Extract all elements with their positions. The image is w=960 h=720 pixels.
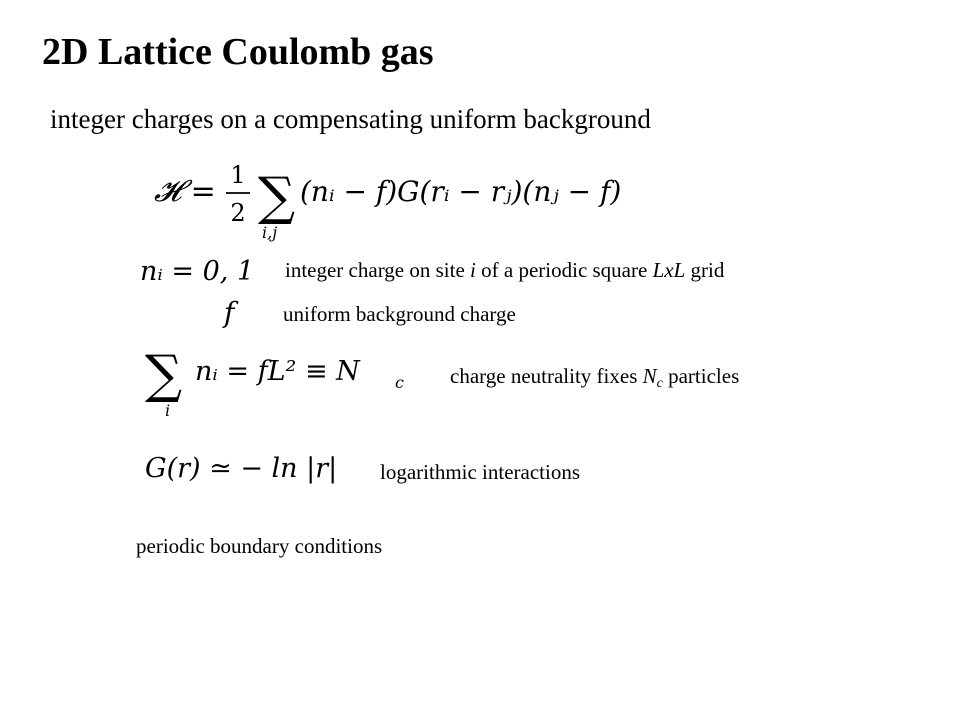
occupation-note-var-i: i (470, 258, 476, 282)
occupation-expr: nᵢ = 0, 1 (140, 256, 255, 287)
occupation-note-var-lxl: LxL (652, 258, 686, 282)
hamiltonian-svg (150, 148, 680, 243)
interaction-expr: G(r) ≃ − ln |r| (145, 453, 338, 484)
occupation-note (285, 258, 724, 283)
hamiltonian-body: (nᵢ − f)G(rᵢ − rⱼ)(nⱼ − f) (300, 175, 622, 208)
neutrality-note-part2: particles (662, 364, 740, 388)
sum-symbol: ∑ (258, 167, 296, 227)
background-f: f (224, 296, 235, 329)
neutrality-note-var-n: N (642, 364, 657, 388)
neutrality-svg (143, 340, 413, 422)
hamiltonian-equation (150, 148, 680, 243)
neutrality-equation (143, 340, 413, 422)
occupation-note-part2: of a periodic square (475, 258, 653, 282)
neutrality-note-var-c: c (656, 376, 663, 391)
sum-index: i,j (262, 223, 278, 242)
slide-title: 2D Lattice Coulomb gas (42, 31, 434, 73)
fraction-denominator: 2 (230, 199, 246, 227)
background-note: uniform background charge (283, 302, 516, 326)
neutrality-sum-index: i (165, 401, 171, 420)
neutrality-sum-symbol: ∑ (145, 345, 183, 405)
neutrality-body: nᵢ = fL² ≡ N (195, 356, 360, 387)
interaction-note: logarithmic interactions (380, 460, 581, 484)
neutrality-note (450, 364, 739, 392)
interaction-equation (143, 445, 363, 490)
background-symbol (222, 294, 252, 334)
neutrality-note-part1: charge neutrality fixes (450, 364, 643, 388)
interaction-svg (143, 445, 363, 490)
boundary-note: periodic boundary conditions (136, 534, 383, 558)
slide-subtitle: integer charges on a compensating uniform background (50, 104, 651, 134)
occupation-note-part1: integer charge on site (285, 258, 471, 282)
occupation-equation (138, 252, 268, 292)
background-svg (222, 294, 252, 334)
neutrality-body-sub: c (395, 373, 404, 392)
hamiltonian-lhs: 𝓗 = (154, 174, 216, 209)
fraction-numerator: 1 (230, 161, 246, 189)
occupation-note-part3: grid (685, 258, 725, 282)
occupation-svg (138, 252, 268, 292)
